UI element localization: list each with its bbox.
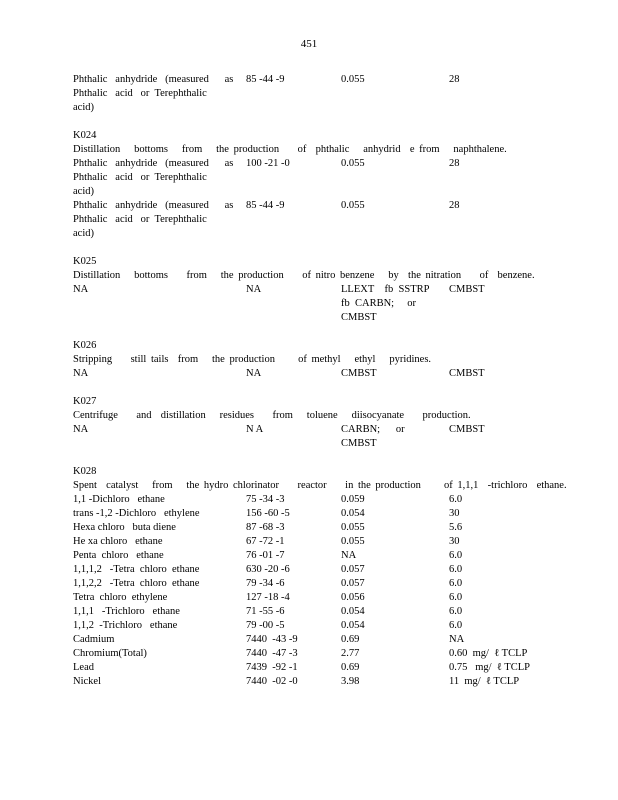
document-body bbox=[73, 73, 567, 703]
cell-text: Phthalic anhydride (measured as bbox=[73, 74, 234, 85]
nonwastewater-standard-cell bbox=[449, 73, 543, 115]
nonwastewater-standard-cell bbox=[449, 493, 543, 507]
constituent-cell bbox=[73, 563, 246, 577]
cas-number-cell bbox=[246, 605, 341, 619]
table-row bbox=[73, 633, 543, 647]
cell-text: NA bbox=[341, 550, 357, 561]
cell-text: 7440 -43 -9 bbox=[246, 634, 298, 645]
nonwastewater-standard-cell bbox=[449, 647, 543, 661]
cas-number-cell bbox=[246, 521, 341, 535]
constituent-cell bbox=[73, 493, 246, 507]
waste-description: Distillation bottoms from the production of phthalic anhydrid e from naphthalene. bbox=[73, 144, 507, 155]
cell-text: NA bbox=[246, 368, 262, 379]
cell-text: fb CARBN; or bbox=[341, 298, 416, 309]
cell-text: CMBST bbox=[449, 368, 485, 379]
constituent-cell bbox=[73, 577, 246, 591]
cas-number-cell bbox=[246, 675, 341, 689]
wastewater-standard-cell bbox=[341, 199, 449, 241]
waste-description: Distillation bottoms from the production of nitro benzene by the nitration of benzene. bbox=[73, 270, 535, 281]
cell-text: Hexa chloro buta diene bbox=[73, 522, 176, 533]
cell-text: Phthalic anhydride (measured as bbox=[73, 158, 234, 169]
cas-number-cell bbox=[246, 199, 341, 241]
cell-text: CMBST bbox=[341, 368, 377, 379]
wastewater-standard-cell bbox=[341, 661, 449, 675]
cell-text: 28 bbox=[449, 158, 460, 169]
wastewater-standard-cell bbox=[341, 507, 449, 521]
constituent-cell bbox=[73, 521, 246, 535]
cell-text: 100 -21 -0 bbox=[246, 158, 290, 169]
cas-number-cell bbox=[246, 367, 341, 381]
wastewater-standard-cell bbox=[341, 73, 449, 115]
nonwastewater-standard-cell bbox=[449, 549, 543, 563]
constituent-cell bbox=[73, 157, 246, 199]
cas-number-cell bbox=[246, 591, 341, 605]
cell-text: 0.054 bbox=[341, 508, 365, 519]
waste-section-k025 bbox=[73, 255, 543, 325]
nonwastewater-standard-cell bbox=[449, 199, 543, 241]
cell-text: 0.055 bbox=[341, 536, 365, 547]
constituent-cell bbox=[73, 367, 246, 381]
cell-text: 7440 -02 -0 bbox=[246, 676, 298, 687]
nonwastewater-standard-cell bbox=[449, 619, 543, 633]
table-row bbox=[73, 675, 543, 689]
constituent-cell bbox=[73, 507, 246, 521]
cell-text: 0.057 bbox=[341, 578, 365, 589]
wastewater-standard-cell bbox=[341, 675, 449, 689]
waste-section-k028 bbox=[73, 465, 567, 689]
table-row bbox=[73, 423, 543, 451]
cell-text: 1,1 -Dichloro ethane bbox=[73, 494, 165, 505]
table-row bbox=[73, 591, 543, 605]
wastewater-standard-cell bbox=[341, 563, 449, 577]
page-number: 451 bbox=[300, 38, 318, 50]
continued-rows bbox=[73, 73, 543, 115]
waste-section-k024 bbox=[73, 129, 543, 241]
cell-text: Phthalic acid or Terephthalic bbox=[73, 88, 207, 99]
cell-text: 0.75 mg/ ℓ TCLP bbox=[449, 662, 530, 673]
nonwastewater-standard-cell bbox=[449, 535, 543, 549]
cell-text: 0.054 bbox=[341, 606, 365, 617]
cell-text: 0.69 bbox=[341, 634, 360, 645]
cell-text: Cadmium bbox=[73, 634, 115, 645]
cell-text: 0.056 bbox=[341, 592, 365, 603]
waste-section-k026 bbox=[73, 339, 543, 381]
table-row bbox=[73, 73, 543, 115]
constituent-cell bbox=[73, 283, 246, 325]
waste-code: K024 bbox=[73, 130, 97, 141]
cell-text: NA bbox=[449, 634, 465, 645]
nonwastewater-standard-cell bbox=[449, 591, 543, 605]
wastewater-standard-cell bbox=[341, 157, 449, 199]
cell-text: CARBN; or bbox=[341, 424, 405, 435]
cell-text: NA bbox=[73, 424, 89, 435]
nonwastewater-standard-cell bbox=[449, 507, 543, 521]
cas-number-cell bbox=[246, 661, 341, 675]
cas-number-cell bbox=[246, 535, 341, 549]
cell-text: 7439 -92 -1 bbox=[246, 662, 298, 673]
wastewater-standard-cell bbox=[341, 577, 449, 591]
cell-text: 0.055 bbox=[341, 522, 365, 533]
cell-text: 30 bbox=[449, 536, 460, 547]
cell-text: CMBST bbox=[341, 312, 377, 323]
cas-number-cell bbox=[246, 577, 341, 591]
constituent-cell bbox=[73, 661, 246, 675]
table-row bbox=[73, 619, 543, 633]
cell-text: 85 -44 -9 bbox=[246, 200, 285, 211]
cell-text: 28 bbox=[449, 74, 460, 85]
cell-text: CMBST bbox=[449, 284, 485, 295]
cell-text: 0.69 bbox=[341, 662, 360, 673]
constituent-cell bbox=[73, 619, 246, 633]
cell-text: 11 mg/ ℓ TCLP bbox=[449, 676, 520, 687]
cell-text: 6.0 bbox=[449, 578, 463, 589]
cell-text: 0.60 mg/ ℓ TCLP bbox=[449, 648, 528, 659]
cell-text: 28 bbox=[449, 200, 460, 211]
cell-text: 1,1,2,2 -Tetra chloro ethane bbox=[73, 578, 200, 589]
nonwastewater-standard-cell bbox=[449, 283, 543, 325]
cell-text: 6.0 bbox=[449, 606, 463, 617]
cell-text: 6.0 bbox=[449, 564, 463, 575]
cas-number-cell bbox=[246, 493, 341, 507]
cell-text: Lead bbox=[73, 662, 94, 673]
table-row bbox=[73, 157, 543, 199]
cell-text: 630 -20 -6 bbox=[246, 564, 290, 575]
cell-text: 0.059 bbox=[341, 494, 365, 505]
cell-text: 30 bbox=[449, 508, 460, 519]
wastewater-standard-cell bbox=[341, 605, 449, 619]
constituent-cell bbox=[73, 591, 246, 605]
cell-text: LLEXT fb SSTRP bbox=[341, 284, 430, 295]
cell-text: 1,1,2 -Trichloro ethane bbox=[73, 620, 178, 631]
cell-text: 0.055 bbox=[341, 158, 365, 169]
cell-text: 1,1,1,2 -Tetra chloro ethane bbox=[73, 564, 200, 575]
wastewater-standard-cell bbox=[341, 633, 449, 647]
table-row bbox=[73, 577, 543, 591]
cell-text: 5.6 bbox=[449, 522, 463, 533]
wastewater-standard-cell bbox=[341, 283, 449, 325]
cell-text: acid) bbox=[73, 228, 94, 239]
cell-text: NA bbox=[73, 368, 89, 379]
wastewater-standard-cell bbox=[341, 423, 449, 451]
wastewater-standard-cell bbox=[341, 549, 449, 563]
waste-description: Centrifuge and distillation residues from toluene diisocyanate production. bbox=[73, 410, 471, 421]
cas-number-cell bbox=[246, 423, 341, 451]
constituent-cell bbox=[73, 549, 246, 563]
nonwastewater-standard-cell bbox=[449, 661, 543, 675]
constituent-cell bbox=[73, 423, 246, 451]
nonwastewater-standard-cell bbox=[449, 367, 543, 381]
cas-number-cell bbox=[246, 549, 341, 563]
constituent-cell bbox=[73, 199, 246, 241]
cell-text: Phthalic anhydride (measured as bbox=[73, 200, 234, 211]
constituent-cell bbox=[73, 73, 246, 115]
cell-text: Tetra chloro ethylene bbox=[73, 592, 168, 603]
constituent-cell bbox=[73, 675, 246, 689]
cell-text: 67 -72 -1 bbox=[246, 536, 285, 547]
cell-text: acid) bbox=[73, 102, 94, 113]
nonwastewater-standard-cell bbox=[449, 675, 543, 689]
cell-text: 71 -55 -6 bbox=[246, 606, 285, 617]
table-row bbox=[73, 647, 543, 661]
wastewater-standard-cell bbox=[341, 493, 449, 507]
cell-text: 85 -44 -9 bbox=[246, 74, 285, 85]
waste-description: Stripping still tails from the production of methyl ethyl pyridines. bbox=[73, 354, 432, 365]
wastewater-standard-cell bbox=[341, 535, 449, 549]
table-row bbox=[73, 549, 543, 563]
constituent-cell bbox=[73, 605, 246, 619]
cas-number-cell bbox=[246, 633, 341, 647]
cell-text: Phthalic acid or Terephthalic bbox=[73, 214, 207, 225]
table-row bbox=[73, 493, 543, 507]
nonwastewater-standard-cell bbox=[449, 157, 543, 199]
table-row bbox=[73, 283, 543, 325]
cell-text: 75 -34 -3 bbox=[246, 494, 285, 505]
table-row bbox=[73, 535, 543, 549]
cell-text: 6.0 bbox=[449, 620, 463, 631]
nonwastewater-standard-cell bbox=[449, 633, 543, 647]
constituent-cell bbox=[73, 647, 246, 661]
waste-code: K027 bbox=[73, 396, 97, 407]
cell-text: 2.77 bbox=[341, 648, 360, 659]
cas-number-cell bbox=[246, 73, 341, 115]
wastewater-standard-cell bbox=[341, 619, 449, 633]
waste-code: K026 bbox=[73, 340, 97, 351]
cell-text: trans -1,2 -Dichloro ethylene bbox=[73, 508, 200, 519]
cas-number-cell bbox=[246, 563, 341, 577]
cell-text: 1,1,1 -Trichloro ethane bbox=[73, 606, 180, 617]
cell-text: Nickel bbox=[73, 676, 101, 687]
cell-text: He xa chloro ethane bbox=[73, 536, 163, 547]
table-row bbox=[73, 367, 543, 381]
table-row bbox=[73, 521, 543, 535]
cas-number-cell bbox=[246, 647, 341, 661]
cell-text: N A bbox=[246, 424, 264, 435]
table-row bbox=[73, 199, 543, 241]
table-row bbox=[73, 563, 543, 577]
cell-text: 6.0 bbox=[449, 550, 463, 561]
nonwastewater-standard-cell bbox=[449, 577, 543, 591]
table-row bbox=[73, 507, 543, 521]
cell-text: 156 -60 -5 bbox=[246, 508, 290, 519]
nonwastewater-standard-cell bbox=[449, 521, 543, 535]
wastewater-standard-cell bbox=[341, 521, 449, 535]
cell-text: 7440 -47 -3 bbox=[246, 648, 298, 659]
waste-code: K028 bbox=[73, 466, 97, 477]
cas-number-cell bbox=[246, 283, 341, 325]
nonwastewater-standard-cell bbox=[449, 605, 543, 619]
cell-text: NA bbox=[73, 284, 89, 295]
cas-number-cell bbox=[246, 507, 341, 521]
constituent-cell bbox=[73, 535, 246, 549]
cell-text: NA bbox=[246, 284, 262, 295]
cell-text: Phthalic acid or Terephthalic bbox=[73, 172, 207, 183]
waste-code-sections bbox=[73, 129, 567, 689]
cas-number-cell bbox=[246, 619, 341, 633]
constituent-cell bbox=[73, 633, 246, 647]
waste-description: Spent catalyst from the hydro chlorinator reactor in the production of 1,1,1 -trichloro ethane. bbox=[73, 480, 567, 491]
nonwastewater-standard-cell bbox=[449, 423, 543, 451]
waste-section-k027 bbox=[73, 395, 543, 451]
cell-text: 79 -00 -5 bbox=[246, 620, 285, 631]
cell-text: Penta chloro ethane bbox=[73, 550, 164, 561]
nonwastewater-standard-cell bbox=[449, 563, 543, 577]
cell-text: CMBST bbox=[341, 438, 377, 449]
cell-text: acid) bbox=[73, 186, 94, 197]
cell-text: 3.98 bbox=[341, 676, 360, 687]
wastewater-standard-cell bbox=[341, 591, 449, 605]
cas-number-cell bbox=[246, 157, 341, 199]
cell-text: 127 -18 -4 bbox=[246, 592, 290, 603]
cell-text: Chromium(Total) bbox=[73, 648, 147, 659]
table-row bbox=[73, 661, 543, 675]
cell-text: 0.054 bbox=[341, 620, 365, 631]
cell-text: 87 -68 -3 bbox=[246, 522, 285, 533]
cell-text: 6.0 bbox=[449, 592, 463, 603]
table-row bbox=[73, 605, 543, 619]
cell-text: 79 -34 -6 bbox=[246, 578, 285, 589]
cell-text: 0.055 bbox=[341, 74, 365, 85]
cell-text: 0.057 bbox=[341, 564, 365, 575]
wastewater-standard-cell bbox=[341, 647, 449, 661]
cell-text: 6.0 bbox=[449, 494, 463, 505]
cell-text: CMBST bbox=[449, 424, 485, 435]
cell-text: 76 -01 -7 bbox=[246, 550, 285, 561]
waste-code: K025 bbox=[73, 256, 97, 267]
wastewater-standard-cell bbox=[341, 367, 449, 381]
cell-text: 0.055 bbox=[341, 200, 365, 211]
